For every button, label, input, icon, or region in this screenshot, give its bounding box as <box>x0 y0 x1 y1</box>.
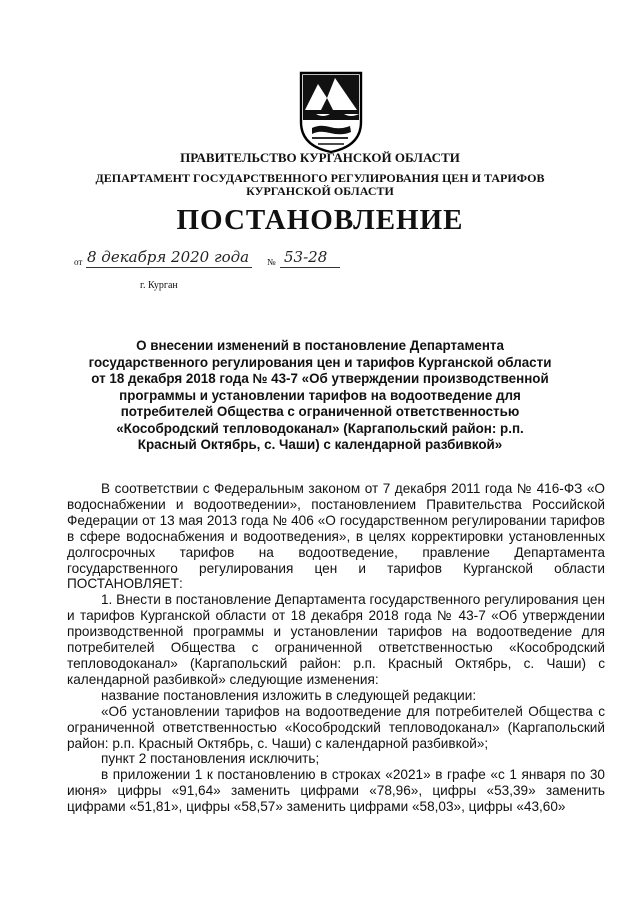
decree-body <box>67 481 605 815</box>
decree-subject: О внесении изменений в постановление Департамента государственного регулирования цен и тарифов Курганской области от 18 декабря 2018 года № 43-7 «Об утверждении производственной программы и установлении тарифов на водоотведение для потребителей Общества с ограниченной ответственностью «Кособродский тепловодоканал» (Каргапольский район: р.п. Красный Октябрь, с. Чаши) с календарной разбивкой» <box>88 338 552 452</box>
title-change-intro: название постановления изложить в следующей редакции: <box>101 687 477 703</box>
department-name <box>0 172 640 198</box>
document-title: ПОСТАНОВЛЕНИЕ <box>176 204 464 236</box>
department-line-1: ДЕПАРТАМЕНТ ГОСУДАРСТВЕННОГО РЕГУЛИРОВАНИЯ ЦЕН И ТАРИФОВ <box>95 171 545 185</box>
decree-date: 8 декабря 2020 года <box>87 248 250 266</box>
coat-of-arms-emblem <box>298 70 364 154</box>
clause-2-removal: пункт 2 постановления исключить; <box>101 751 320 767</box>
date-underline <box>86 267 252 268</box>
department-line-2: КУРГАНСКОЙ ОБЛАСТИ <box>246 184 394 198</box>
paragraph-1: 1. Внести в постановление Департамента государственного регулирования цен и тарифов Курганской области от 18 декабря 2018 года № 43-7 «Об утверждении производственной программы и установлении тарифов на водоотведение для потребителей Общества с ограниченной ответственностью «Кособродский тепловодоканал» (Каргапольский район: р.п. Красный Октябрь, с. Чаши) с календарной разбивкой» следующие изменения: <box>67 592 605 687</box>
from-label: от <box>74 257 83 267</box>
city-label: г. Курган <box>140 280 178 291</box>
number-label: № <box>267 257 276 267</box>
decree-date-number <box>74 248 374 274</box>
appendix-changes: в приложении 1 к постановлению в строках «2021» в графе «с 1 января по 30 июня» цифры «91,64» заменить цифрами «78,96», цифры «53,39» заменить цифрами «51,81», цифры «58,57» заменить цифрами «58,03», цифры «43,60» <box>67 767 605 815</box>
government-name: ПРАВИТЕЛЬСТВО КУРГАНСКОЙ ОБЛАСТИ <box>180 150 460 165</box>
decree-number: 53-28 <box>284 248 328 266</box>
preamble-paragraph: В соответствии с Федеральным законом от 7 декабря 2011 года № 416-ФЗ «О водоснабжении и водоотведении», постановлением Правительства Российской Федерации от 13 мая 2013 года № 406 «О государственном регулировании тарифов в сфере водоснабжения и водоотведения», в целях корректировки установленных долгосрочных тарифов на водоотведение, правление Департамента государственного регулирования цен и тарифов Курганской области ПОСТАНОВЛЯЕТ: <box>67 481 605 592</box>
number-underline <box>280 267 340 268</box>
new-title-text: «Об установлении тарифов на водоотведение для потребителей Общества с ограниченной ответственностью «Кособродский тепловодоканал» (Каргапольский район: р.п. Красный Октябрь, с. Чаши) с календарной разбивкой»; <box>67 703 605 751</box>
